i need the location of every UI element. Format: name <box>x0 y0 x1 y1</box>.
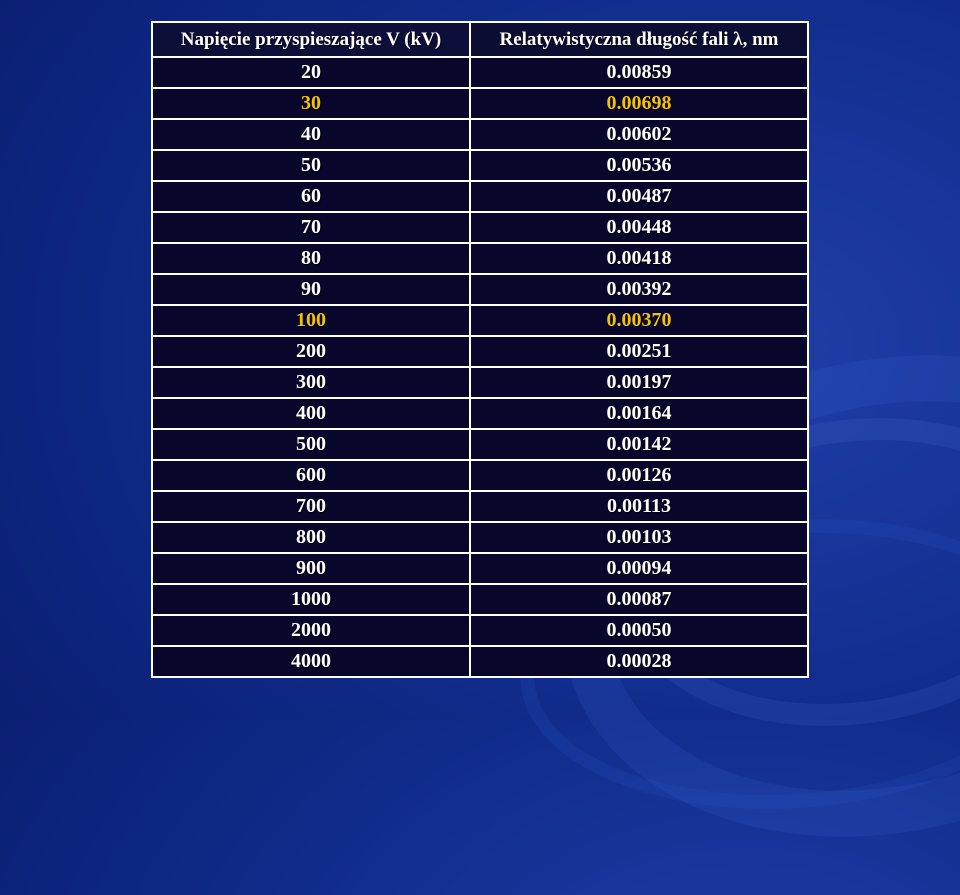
voltage-cell: 600 <box>152 460 470 491</box>
wavelength-cell: 0.00164 <box>470 398 808 429</box>
table-row <box>152 429 808 460</box>
wavelength-cell: 0.00536 <box>470 150 808 181</box>
wavelength-cell: 0.00087 <box>470 584 808 615</box>
wavelength-cell: 0.00103 <box>470 522 808 553</box>
table-row <box>152 274 808 305</box>
voltage-cell: 80 <box>152 243 470 274</box>
wavelength-cell: 0.00370 <box>470 305 808 336</box>
wavelength-cell: 0.00142 <box>470 429 808 460</box>
voltage-cell: 50 <box>152 150 470 181</box>
table-row <box>152 88 808 119</box>
voltage-cell: 30 <box>152 88 470 119</box>
table-row <box>152 243 808 274</box>
wavelength-cell: 0.00094 <box>470 553 808 584</box>
wavelength-cell: 0.00418 <box>470 243 808 274</box>
table-header <box>152 22 808 57</box>
table-row <box>152 398 808 429</box>
voltage-cell: 800 <box>152 522 470 553</box>
wavelength-cell: 0.00251 <box>470 336 808 367</box>
table-row <box>152 367 808 398</box>
voltage-cell: 70 <box>152 212 470 243</box>
voltage-cell: 90 <box>152 274 470 305</box>
table-row <box>152 615 808 646</box>
wavelength-cell: 0.00392 <box>470 274 808 305</box>
wavelength-cell: 0.00050 <box>470 615 808 646</box>
table-row <box>152 212 808 243</box>
wavelength-cell: 0.00448 <box>470 212 808 243</box>
voltage-cell: 4000 <box>152 646 470 677</box>
table-row <box>152 646 808 677</box>
header-row <box>152 22 808 57</box>
header-wavelength: Relatywistyczna długość fali λ, nm <box>470 22 808 57</box>
voltage-cell: 300 <box>152 367 470 398</box>
voltage-cell: 1000 <box>152 584 470 615</box>
voltage-cell: 900 <box>152 553 470 584</box>
table-row <box>152 491 808 522</box>
wavelength-table-container <box>151 21 807 678</box>
wavelength-cell: 0.00487 <box>470 181 808 212</box>
table-row <box>152 181 808 212</box>
header-voltage: Napięcie przyspieszające V (kV) <box>152 22 470 57</box>
voltage-cell: 200 <box>152 336 470 367</box>
voltage-cell: 60 <box>152 181 470 212</box>
wavelength-cell: 0.00859 <box>470 57 808 88</box>
table-row <box>152 119 808 150</box>
voltage-cell: 700 <box>152 491 470 522</box>
table-row <box>152 460 808 491</box>
wavelength-cell: 0.00197 <box>470 367 808 398</box>
table-row <box>152 584 808 615</box>
table-row <box>152 150 808 181</box>
wavelength-cell: 0.00698 <box>470 88 808 119</box>
wavelength-cell: 0.00028 <box>470 646 808 677</box>
voltage-cell: 400 <box>152 398 470 429</box>
voltage-cell: 20 <box>152 57 470 88</box>
wavelength-cell: 0.00113 <box>470 491 808 522</box>
table-row <box>152 553 808 584</box>
voltage-cell: 2000 <box>152 615 470 646</box>
wavelength-cell: 0.00126 <box>470 460 808 491</box>
table-row <box>152 522 808 553</box>
table-row <box>152 57 808 88</box>
table-row <box>152 336 808 367</box>
table-body <box>152 57 808 677</box>
wavelength-cell: 0.00602 <box>470 119 808 150</box>
wavelength-table <box>151 21 809 678</box>
table-row <box>152 305 808 336</box>
voltage-cell: 40 <box>152 119 470 150</box>
voltage-cell: 500 <box>152 429 470 460</box>
voltage-cell: 100 <box>152 305 470 336</box>
